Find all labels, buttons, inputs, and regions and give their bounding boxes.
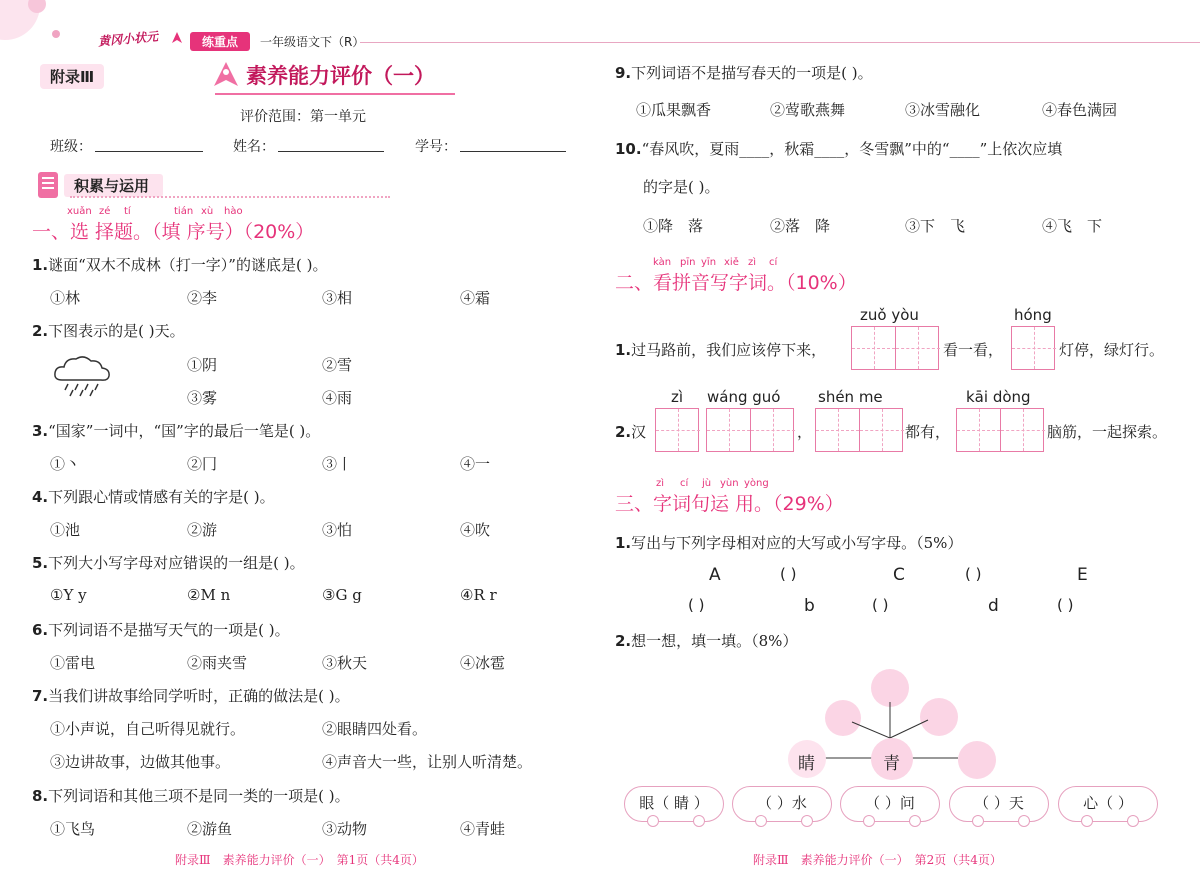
letter: C [893, 565, 905, 585]
answer-pill[interactable]: （ ）问 [840, 786, 940, 822]
option[interactable]: ③丨 [322, 455, 353, 473]
sec2-pinyin: cí [769, 257, 778, 268]
sec1-pinyin: xù [201, 206, 214, 217]
banner-title: 积累与运用 [64, 174, 163, 197]
option[interactable]: ②冂 [187, 455, 218, 473]
writing-grid[interactable] [956, 408, 1044, 452]
question-text: 9.下列词语不是描写春天的一项是( )。 [615, 64, 873, 82]
option[interactable]: ②雪 [322, 356, 353, 374]
page-title: 素养能力评价（一） [246, 64, 435, 88]
question-text: 3.“国家”一词中，“国”字的最后一笔是( )。 [32, 422, 321, 440]
letter-blank[interactable]: ( ) [965, 565, 982, 583]
section-title: 一、选 择题。（填 序号）（20%） [32, 221, 315, 243]
option[interactable]: ①林 [50, 289, 81, 307]
question-text: 看一看， [943, 341, 1004, 359]
title-rocket-icon [210, 58, 242, 94]
sec3-pinyin: yùn [720, 478, 739, 489]
letter: b [804, 596, 815, 616]
question-text: 1.谜面“双木不成林（打一字）”的谜底是( )。 [32, 256, 328, 274]
option[interactable]: ①阴 [187, 356, 218, 374]
header-tag: 练重点 [190, 32, 250, 51]
letter: d [988, 596, 999, 616]
option[interactable]: ①雷电 [50, 654, 96, 672]
question-text: ， [797, 423, 813, 441]
header-rule [360, 42, 1200, 43]
name-label: 姓名： [233, 139, 275, 155]
pinyin-hint: zuǒ yòu [860, 306, 919, 324]
tree-left-char: 睛 [798, 754, 815, 774]
question-text: 脑筋，一起探索。 [1047, 423, 1168, 441]
option[interactable]: ①小声说，自己听得见就行。 [50, 720, 246, 738]
pinyin-hint: shén me [818, 388, 883, 406]
answer-pill[interactable]: 心（ ） [1058, 786, 1158, 822]
header-course: 一年级语文下（R） [260, 35, 365, 49]
sec3-pinyin: cí [680, 478, 689, 489]
option[interactable]: ③下 飞 [905, 217, 966, 235]
option[interactable]: ④R r [460, 586, 497, 604]
page-footer: 附录Ⅲ 素养能力评价（一） 第1页（共4页） [175, 853, 424, 867]
question-text: 8.下列词语和其他三项不是同一类的一项是( )。 [32, 787, 350, 805]
sec2-pinyin: kàn [653, 257, 672, 268]
option[interactable]: ①瓜果飘香 [636, 101, 712, 119]
option[interactable]: ④雨 [322, 389, 353, 407]
title-underline [215, 93, 455, 95]
sec2-pinyin: zì [748, 257, 757, 268]
question-text: 7.当我们讲故事给同学听时，正确的做法是( )。 [32, 687, 350, 705]
pinyin-hint: zì [671, 388, 684, 406]
question-text: 灯停，绿灯行。 [1059, 341, 1165, 359]
page-footer: 附录Ⅲ 素养能力评价（一） 第2页（共4页） [753, 853, 1002, 867]
writing-grid[interactable] [815, 408, 903, 452]
option[interactable]: ③雾 [187, 389, 218, 407]
option[interactable]: ③冰雪融化 [905, 101, 981, 119]
option[interactable]: ①丶 [50, 455, 81, 473]
option[interactable]: ②莺歌燕舞 [770, 101, 846, 119]
letter: E [1077, 565, 1088, 585]
number-field[interactable] [460, 151, 566, 152]
option[interactable]: ①池 [50, 521, 81, 539]
answer-pill[interactable]: 眼（ 睛 ） [624, 786, 724, 822]
letter-blank[interactable]: ( ) [688, 596, 705, 614]
option[interactable]: ②李 [187, 289, 218, 307]
option[interactable]: ②游 [187, 521, 218, 539]
pinyin-hint: wáng guó [707, 388, 781, 406]
decor-bubble [28, 0, 46, 13]
option[interactable]: ②M n [187, 586, 231, 604]
sec3-pinyin: zì [656, 478, 665, 489]
option[interactable]: ①Y y [50, 586, 87, 604]
option[interactable]: ③秋天 [322, 654, 368, 672]
question-text: 1.写出与下列字母相对应的大写或小写字母。（5%） [615, 534, 963, 552]
letter-blank[interactable]: ( ) [872, 596, 889, 614]
question-text: 2.汉 [615, 423, 647, 441]
name-field[interactable] [278, 151, 384, 152]
question-text: 2.想一想，填一填。（8%） [615, 632, 798, 650]
sec1-pinyin: tí [124, 206, 131, 217]
question-text: 1.过马路前，我们应该停下来， [615, 341, 827, 359]
option[interactable]: ②落 降 [770, 217, 831, 235]
letter-blank[interactable]: ( ) [1057, 596, 1074, 614]
section-title: 二、看拼音写字词。（10%） [615, 272, 857, 294]
decor-bubble [52, 30, 60, 38]
question-text: 10.“春风吹，夏雨____，秋霜____，冬雪飘”中的“____”上依次应填 [615, 140, 1063, 158]
question-text: 4.下列跟心情或情感有关的字是( )。 [32, 488, 275, 506]
option[interactable]: ②眼睛四处看。 [322, 720, 428, 738]
sec3-pinyin: yòng [744, 478, 769, 489]
writing-grid[interactable] [655, 408, 699, 452]
question-text: 都有， [905, 423, 951, 441]
letter: A [709, 565, 721, 585]
option[interactable]: ④冰雹 [460, 654, 506, 672]
option[interactable]: ④霜 [460, 289, 491, 307]
rocket-icon [170, 30, 184, 44]
sec2-pinyin: xiě [724, 257, 739, 268]
sec1-pinyin: xuǎn [67, 206, 92, 217]
option[interactable]: ④一 [460, 455, 491, 473]
option[interactable]: ①降 落 [643, 217, 704, 235]
letter-blank[interactable]: ( ) [780, 565, 797, 583]
answer-pill[interactable]: （ ）天 [949, 786, 1049, 822]
appendix-label: 附录Ⅲ [40, 64, 104, 89]
sec1-pinyin: hào [224, 206, 243, 217]
answer-pill[interactable]: （ ）水 [732, 786, 832, 822]
pinyin-hint: hóng [1014, 306, 1052, 324]
banner-book-icon [36, 170, 62, 200]
question-text: 5.下列大小写字母对应错误的一组是( )。 [32, 554, 305, 572]
option[interactable]: ②游鱼 [187, 820, 233, 838]
sec2-pinyin: pīn [680, 257, 696, 268]
sec1-pinyin: zé [99, 206, 111, 217]
tree-center-char: 青 [883, 754, 900, 774]
option[interactable]: ②雨夹雪 [187, 654, 248, 672]
option[interactable]: ①飞鸟 [50, 820, 96, 838]
option[interactable]: ④飞 下 [1042, 217, 1103, 235]
banner-dots [70, 196, 390, 198]
class-field[interactable] [95, 151, 203, 152]
option[interactable]: ④声音大一些，让别人听清楚。 [322, 753, 533, 771]
question-text: 2.下图表示的是( )天。 [32, 322, 185, 340]
writing-grid[interactable] [706, 408, 794, 452]
option[interactable]: ③边讲故事，边做其他事。 [50, 753, 231, 771]
question-text: 6.下列词语不是描写天气的一项是( )。 [32, 621, 290, 639]
option[interactable]: ④春色满园 [1042, 101, 1118, 119]
sec1-pinyin: tián [174, 206, 194, 217]
brand-logo: 黄冈小状元 [97, 29, 159, 49]
number-label: 学号： [415, 139, 457, 155]
option[interactable]: ③相 [322, 289, 353, 307]
sec2-pinyin: yīn [701, 257, 717, 268]
question-text-cont: 的字是( )。 [643, 178, 720, 196]
sec3-pinyin: jù [702, 478, 712, 489]
eval-scope: 评价范围：第一单元 [240, 109, 366, 125]
option[interactable]: ③动物 [322, 820, 368, 838]
pinyin-hint: kāi dòng [966, 388, 1031, 406]
section-title: 三、字词句运 用。（29%） [615, 493, 844, 515]
class-label: 班级： [50, 139, 92, 155]
writing-grid[interactable] [851, 326, 939, 370]
option[interactable]: ④青蛙 [460, 820, 506, 838]
rain-cloud-icon [52, 352, 112, 398]
option[interactable]: ④吹 [460, 521, 491, 539]
option[interactable]: ③怕 [322, 521, 353, 539]
option[interactable]: ③G g [322, 586, 362, 604]
writing-grid[interactable] [1011, 326, 1055, 370]
